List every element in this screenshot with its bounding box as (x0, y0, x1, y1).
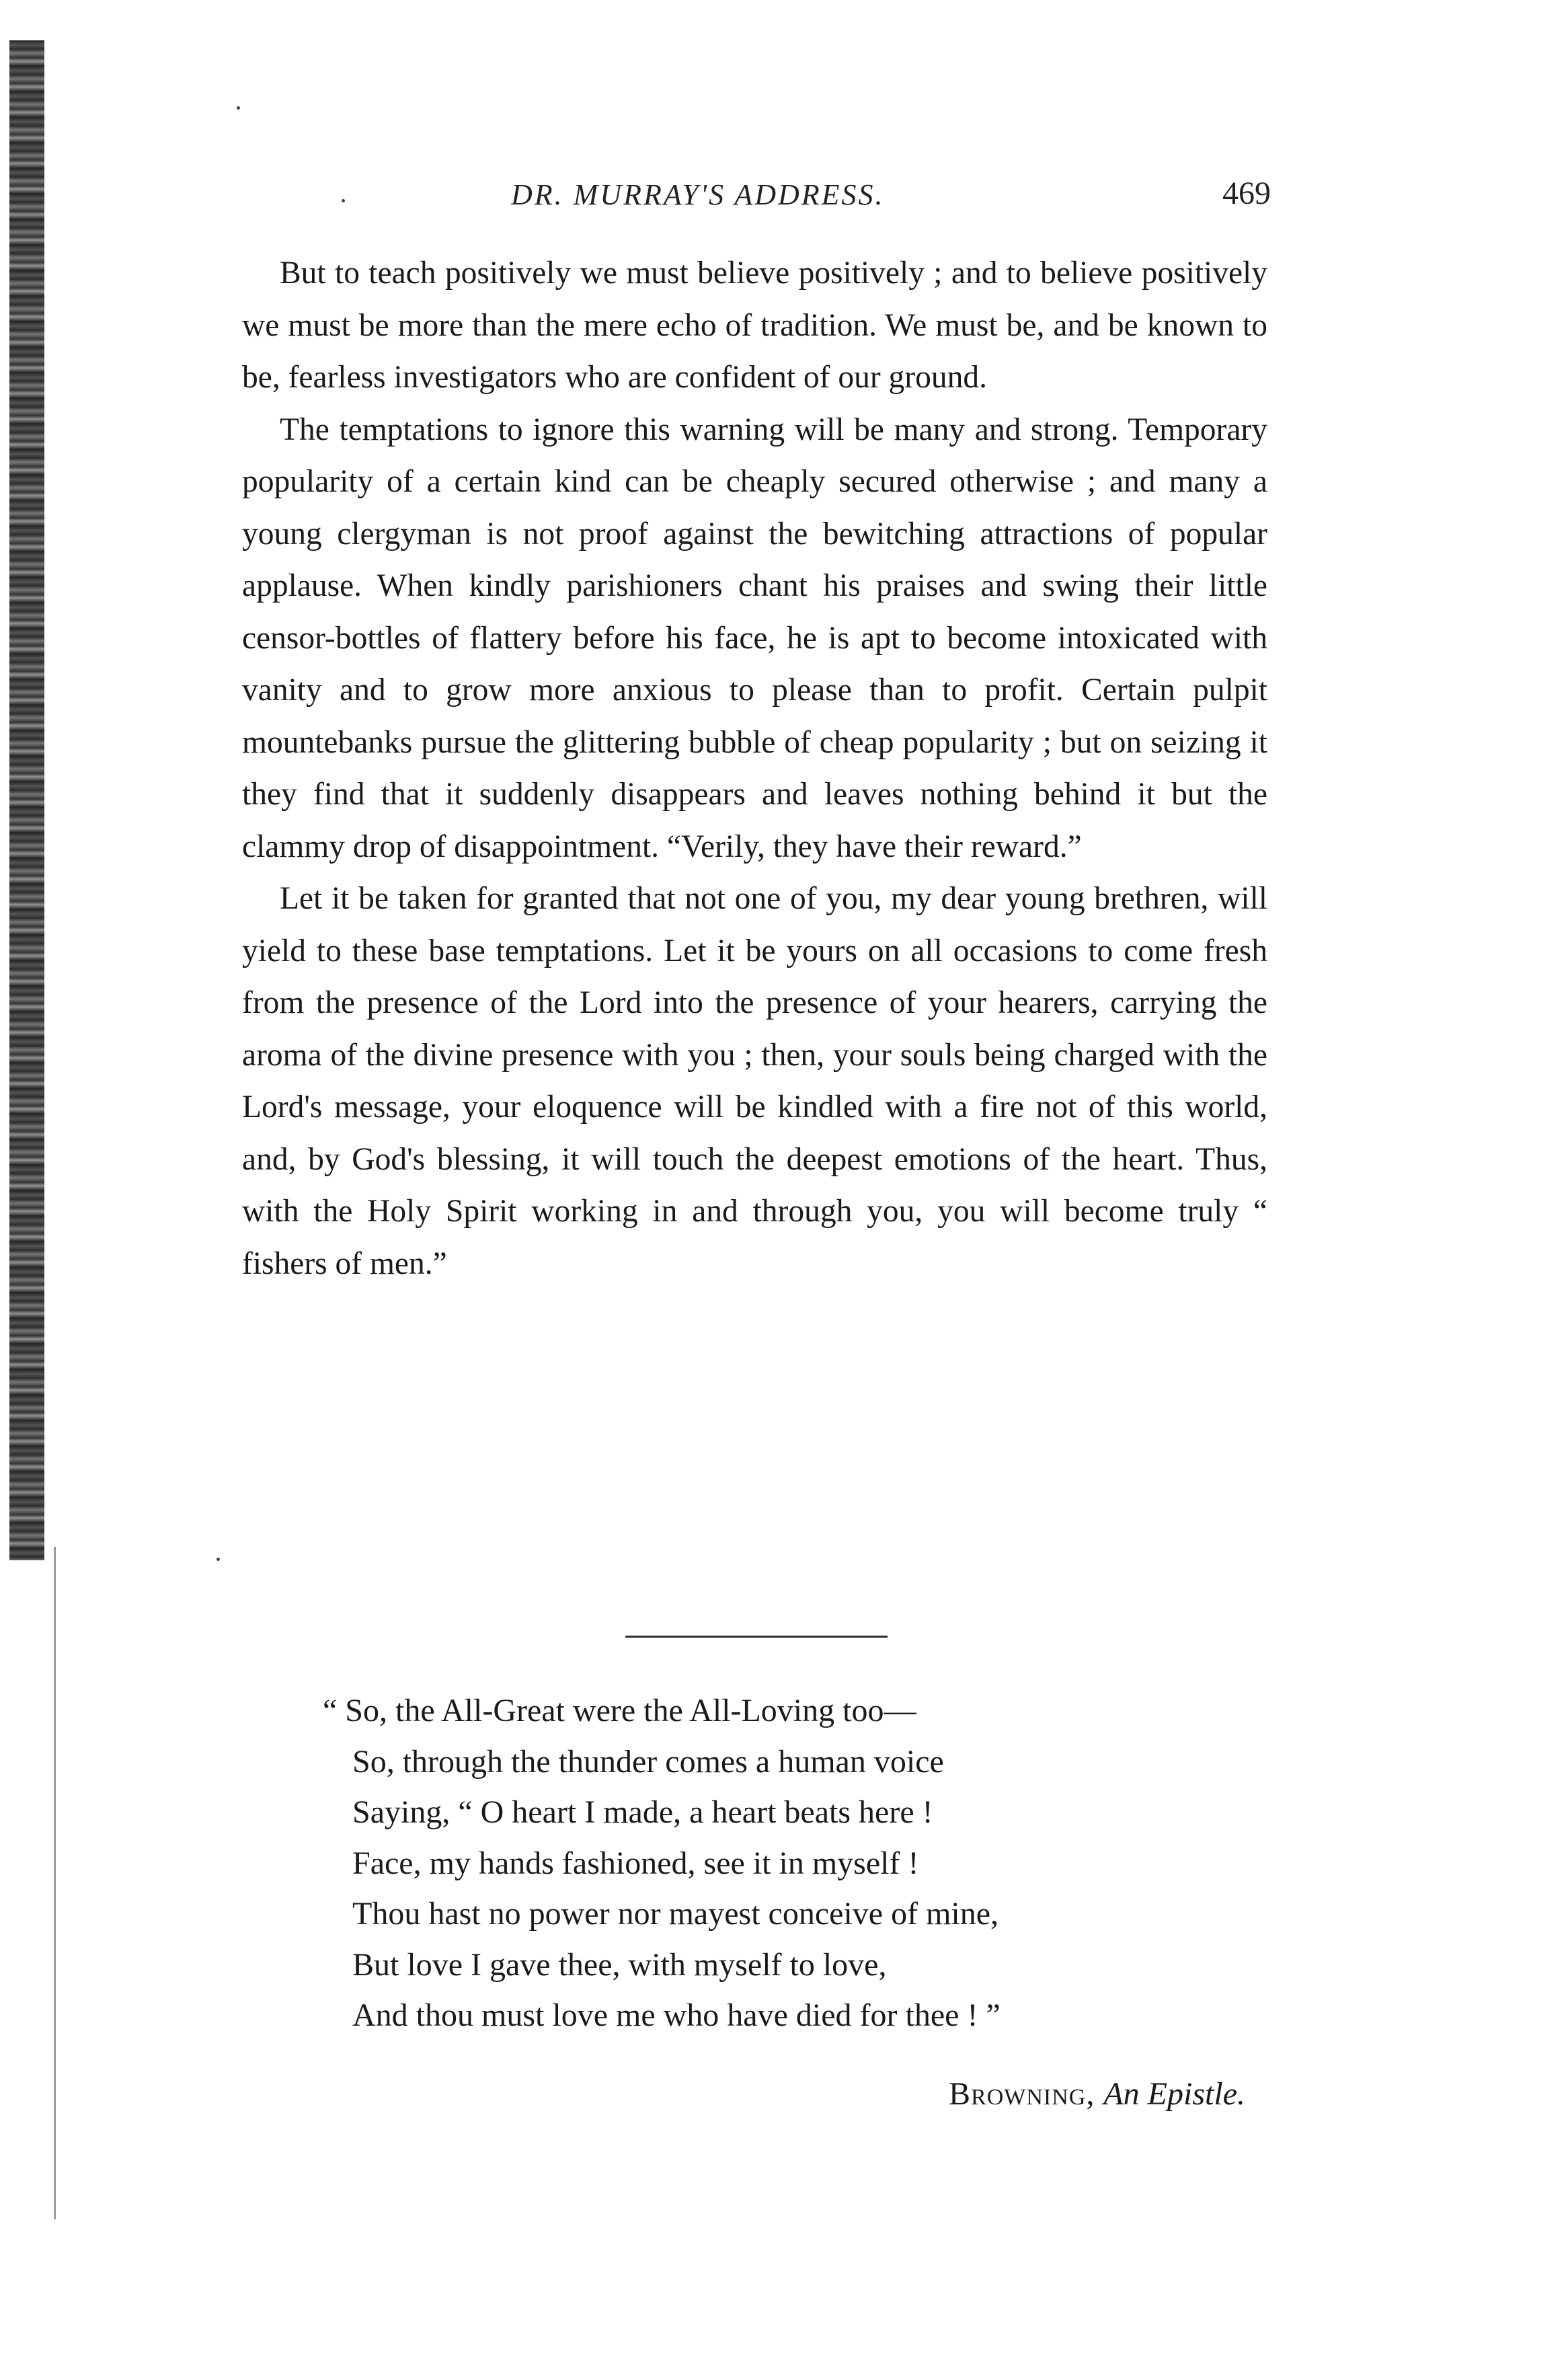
paragraph: Let it be taken for granted that not one of you, my dear young brethren, will yield to these base temptations. Let it be yours on all occasions to come fresh from the presence of the Lord into the presence of your hearers, carrying the aroma of the divine presence with you ; then, your souls being charged with the Lord's message, your eloquence will be kindled with a fire not of this world, and, by God's blessing, it will touch the deepest emotions of the heart. Thus, with the Holy Spirit working in and through you, you will become truly “ fishers of men.” (242, 881, 1267, 1281)
page-header (242, 174, 1271, 221)
poem-line: And thou must love me who have died for thee ! ” (352, 1997, 1001, 2033)
paragraph: But to teach positively we must believe positively ; and to believe positively we must be more than the mere echo of tradition. We must be, and be known to be, fearless investigators who are confident of our ground. (242, 256, 1267, 395)
page-number: 469 (1222, 176, 1271, 211)
poem-quotation (323, 1685, 1264, 2041)
poem-line: But love I gave thee, with myself to love, (352, 1946, 887, 1983)
poem-line: So, through the thunder comes a human voice (352, 1743, 944, 1780)
scanned-binding-edge (9, 40, 44, 1560)
scanned-binding-line (54, 1547, 56, 2219)
poem-line: Face, my hands fashioned, see it in myself ! (352, 1845, 919, 1881)
scan-speck (217, 1558, 220, 1561)
body-text (242, 247, 1267, 1290)
poem-line: Thou hast no power nor mayest conceive of mine, (352, 1896, 999, 1932)
attribution-author: Browning, (949, 2076, 1104, 2112)
scan-speck (237, 106, 240, 110)
attribution-work: An Epistle. (1103, 2076, 1245, 2112)
poem-line: Saying, “ O heart I made, a heart beats here ! (352, 1794, 933, 1830)
paragraph: The temptations to ignore this warning will be many and strong. Temporary popularity of a certain kind can be cheaply secured otherwise ; and many a young clergyman is not proof against the bewitching attractions of popular applause. When kindly parishioners chant his praises and swing their little censor-bottles of flattery before his face, he is apt to become intoxicated with vanity and to grow more anxious to please than to profit. Certain pulpit mountebanks pursue the glittering bubble of cheap popularity ; but on seizing it they find that it suddenly disappears and leaves nothing behind it but the clammy drop of disappointment. “Verily, they have their reward.” (242, 412, 1267, 864)
poem-attribution (949, 2075, 1245, 2112)
poem-line: “ So, the All-Great were the All-Loving too— (323, 1693, 916, 1728)
running-head: DR. MURRAY'S ADDRESS. (511, 178, 885, 211)
section-divider-rule (625, 1636, 888, 1638)
